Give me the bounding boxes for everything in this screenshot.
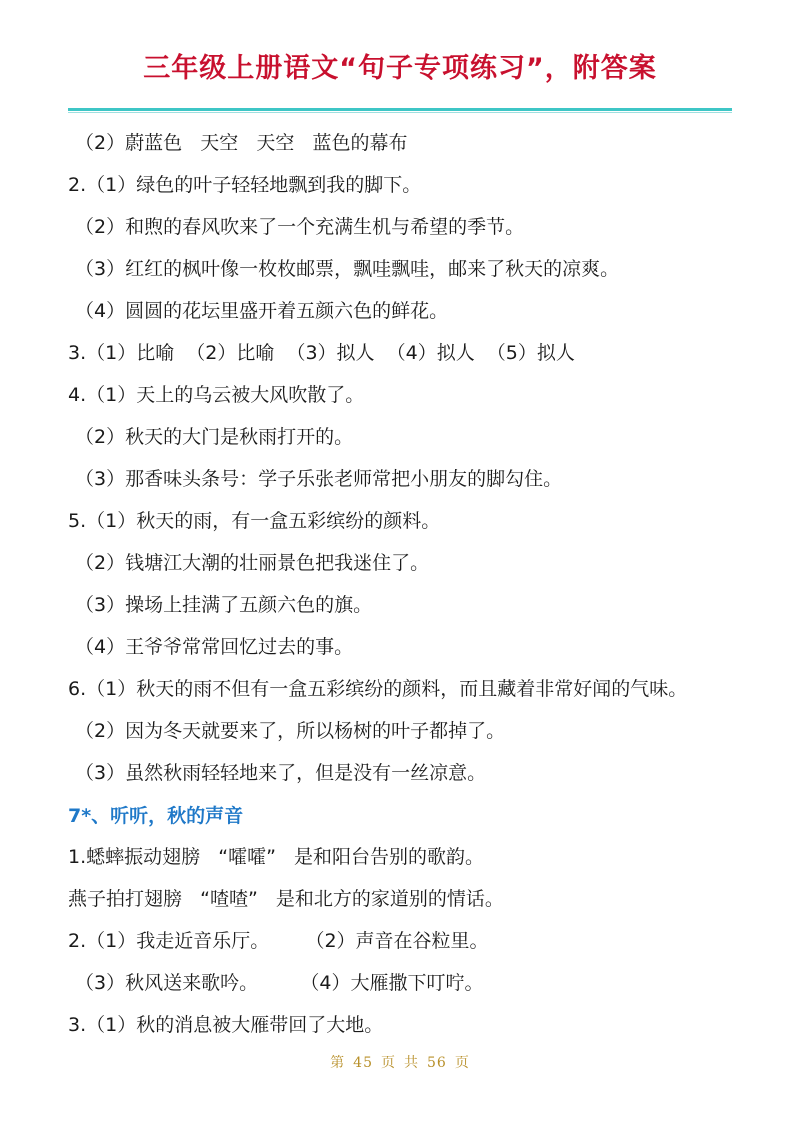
footer-label-ye2: 页 — [454, 1055, 470, 1071]
answer-line: （4）王爷爷常常回忆过去的事。 — [75, 636, 354, 658]
footer-label-gong: 共 — [404, 1055, 419, 1071]
answer-line: 3.（1）秋的消息被大雁带回了大地。 — [68, 1014, 384, 1036]
answer-line: （3）操场上挂满了五颜六色的旗。 — [75, 594, 373, 616]
answer-line: （2）蔚蓝色 天空 天空 蓝色的幕布 — [75, 132, 408, 154]
answer-line: （3）秋风送来歌吟。 （4）大雁撒下叮咛。 — [75, 972, 484, 994]
footer-page-number: 45 — [353, 1055, 373, 1071]
answer-line: 3.（1）比喻 （2）比喻 （3）拟人 （4）拟人 （5）拟人 — [68, 342, 575, 364]
answer-line: （2）和煦的春风吹来了一个充满生机与希望的季节。 — [75, 216, 525, 238]
header-divider-thin — [68, 112, 732, 113]
answer-line: （2）秋天的大门是秋雨打开的。 — [75, 426, 354, 448]
answer-line: （3）虽然秋雨轻轻地来了，但是没有一丝凉意。 — [75, 762, 487, 784]
answer-line: 6.（1）秋天的雨不但有一盒五彩缤纷的颜料，而且藏着非常好闻的气味。 — [68, 678, 688, 700]
footer-label-ye: 页 — [381, 1055, 396, 1071]
page-title: 三年级上册语文“句子专项练习”，附答案 — [143, 53, 657, 84]
answer-line: 5.（1）秋天的雨，有一盒五彩缤纷的颜料。 — [68, 510, 441, 532]
header-divider — [68, 108, 732, 111]
answer-line: 4.（1）天上的乌云被大风吹散了。 — [68, 384, 365, 406]
answer-line: 2.（1）绿色的叶子轻轻地飘到我的脚下。 — [68, 174, 422, 196]
answer-line: （2）因为冬天就要来了，所以杨树的叶子都掉了。 — [75, 720, 506, 742]
answer-line: （3）那香味头条号：学子乐张老师常把小朋友的脚勾住。 — [75, 468, 563, 490]
answer-line: 燕子拍打翅膀 “喳喳” 是和北方的家道别的情话。 — [68, 888, 504, 910]
answer-line: 1.蟋蟀振动翅膀 “嚯嚯” 是和阳台告别的歌韵。 — [68, 846, 485, 868]
answer-line: （3）红红的枫叶像一枚枚邮票，飘哇飘哇，邮来了秋天的凉爽。 — [75, 258, 620, 280]
footer-label-di: 第 — [330, 1055, 346, 1071]
answer-line: （4）圆圆的花坛里盛开着五颜六色的鲜花。 — [75, 300, 449, 322]
page-footer — [0, 1052, 800, 1072]
answer-line: 2.（1）我走近音乐厅。 （2）声音在谷粒里。 — [68, 930, 489, 952]
section-heading: 7*、听听，秋的声音 — [68, 805, 244, 827]
footer-total-pages: 56 — [427, 1055, 447, 1071]
answer-line: （2）钱塘江大潮的壮丽景色把我迷住了。 — [75, 552, 430, 574]
